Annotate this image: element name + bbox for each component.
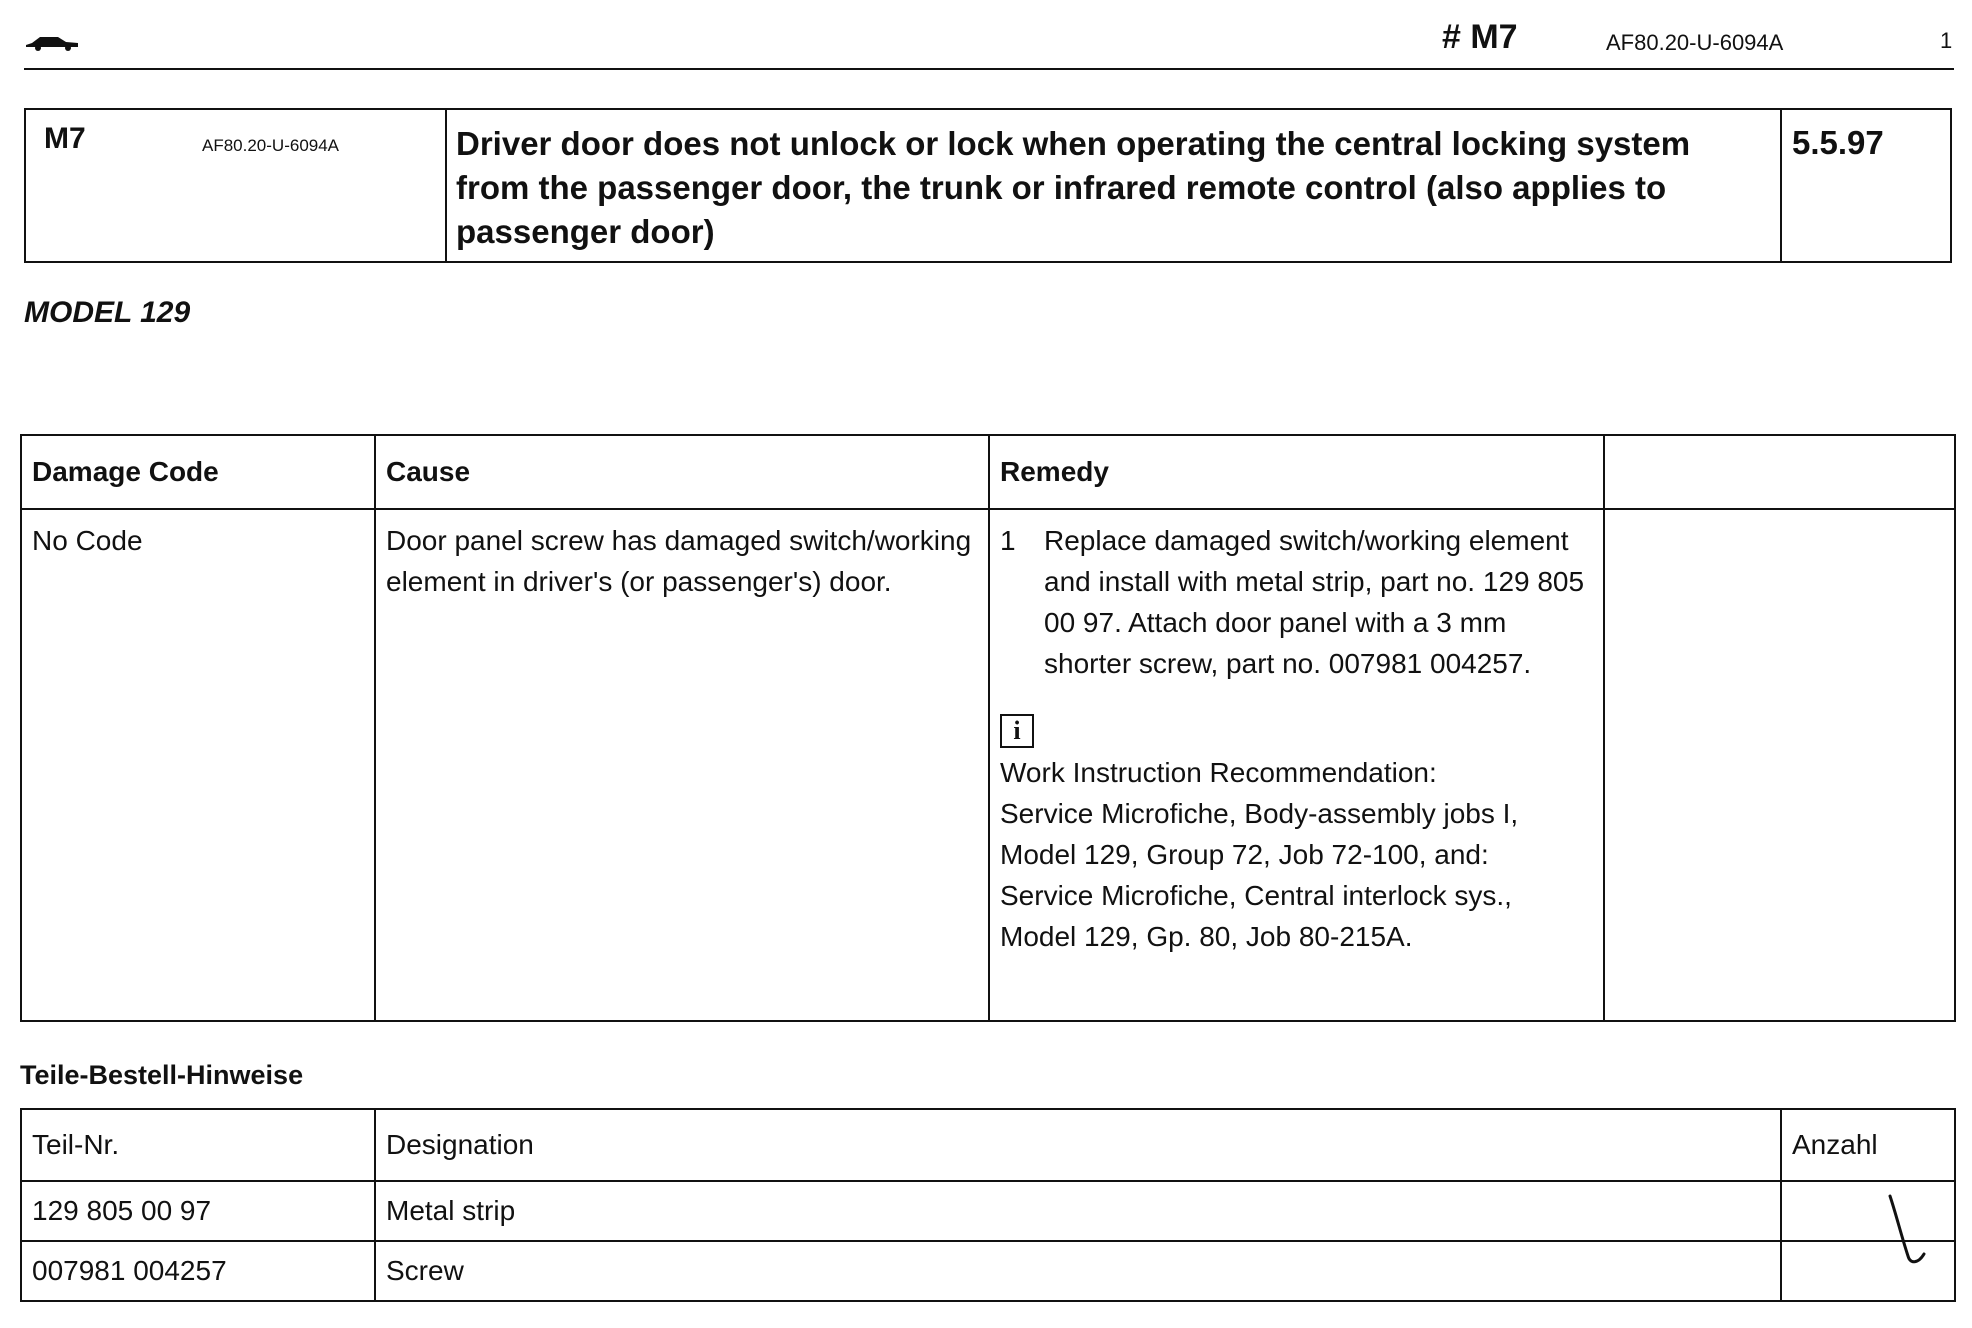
title-block-divider	[1780, 108, 1782, 263]
designation-cell: Screw	[375, 1241, 1781, 1301]
table-row	[21, 1241, 1955, 1301]
fault-title: Driver door does not unlock or lock when operating the central locking system from the passenger door, the trunk or infrared remote control (also applies to passenger door)	[456, 125, 1691, 250]
info-line: Service Microfiche, Central interlock sys.,	[1000, 880, 1512, 911]
title-block-divider	[445, 108, 447, 263]
table-row	[21, 509, 1955, 1021]
parts-heading: Teile-Bestell-Hinweise	[20, 1060, 304, 1090]
remedy-step-text: Replace damaged switch/working element and install with metal strip, part no. 129 805 00 97. Attach door panel with a 3 mm shorter screw, part no. 007981 004257.	[1044, 525, 1585, 679]
remedy-cell	[989, 509, 1604, 1021]
remedy-step	[1000, 520, 1593, 684]
page-number: 1	[1940, 28, 1953, 53]
info-icon: i	[1000, 714, 1034, 748]
blank-cell	[1604, 509, 1955, 1021]
handwritten-check-mark	[1884, 1194, 1934, 1266]
info-line: Work Instruction Recommendation:	[1000, 757, 1437, 788]
header-divider	[24, 68, 1954, 70]
column-header-designation: Designation	[375, 1109, 1781, 1181]
table-row	[21, 1181, 1955, 1241]
document-code: AF80.20-U-6094A	[1606, 30, 1784, 55]
info-line: Service Microfiche, Body-assembly jobs I,	[1000, 798, 1519, 829]
part-number-cell: 007981 004257	[21, 1241, 375, 1301]
column-header-cause: Cause	[375, 435, 989, 509]
damage-table	[20, 434, 1956, 1022]
column-header-part-number: Teil-Nr.	[21, 1109, 375, 1181]
parts-table	[20, 1108, 1956, 1302]
column-header-remedy: Remedy	[989, 435, 1604, 509]
column-header-quantity: Anzahl	[1781, 1109, 1955, 1181]
info-line: Model 129, Group 72, Job 72-100, and:	[1000, 839, 1489, 870]
document-date: 5.5.97	[1792, 124, 1884, 161]
remedy-step-number: 1	[1000, 525, 1016, 556]
parts-header-row	[21, 1109, 1955, 1181]
fault-reference: AF80.20-U-6094A	[202, 136, 340, 155]
car-icon	[24, 30, 80, 52]
designation-cell: Metal strip	[375, 1181, 1781, 1241]
column-header-blank	[1604, 435, 1955, 509]
model-heading: MODEL 129	[24, 296, 191, 329]
cause-cell: Door panel screw has damaged switch/working element in driver's (or passenger's) door.	[375, 509, 989, 1021]
damage-code-cell: No Code	[21, 509, 375, 1021]
column-header-damage-code: Damage Code	[21, 435, 375, 509]
document-id: # M7	[1442, 18, 1518, 56]
info-line: Model 129, Gp. 80, Job 80-215A.	[1000, 921, 1413, 952]
fault-code: M7	[44, 122, 86, 155]
part-number-cell: 129 805 00 97	[21, 1181, 375, 1241]
table-header-row	[21, 435, 1955, 509]
